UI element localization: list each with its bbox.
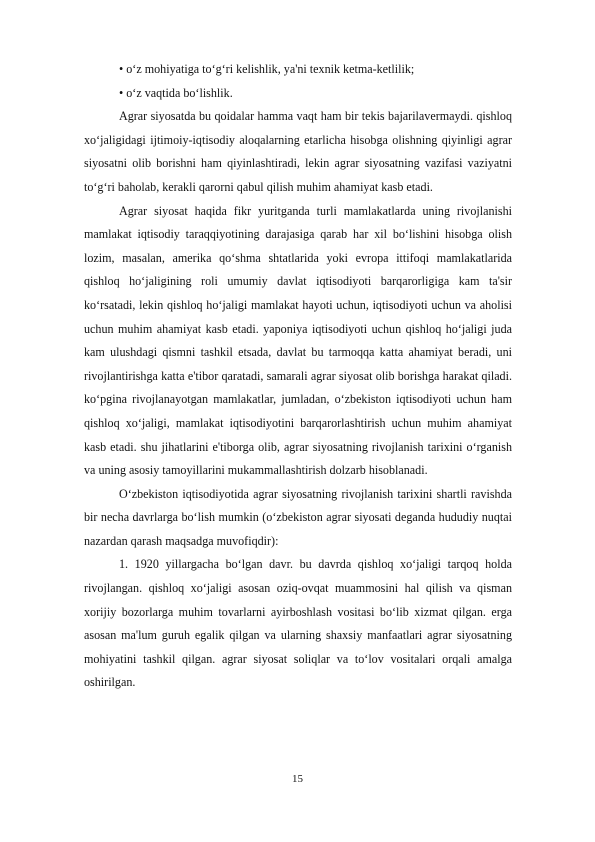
paragraph: O‘zbekiston iqtisodiyotida agrar siyosatning rivojlanish tarixini shartli ravishda bir necha davrlarga bo‘lish mumkin (o‘zbekiston agrar siyosati deganda hududiy nuqtai nazardan qarash maqsadga muvofiqdir): — [84, 486, 512, 548]
paragraph: Agrar siyosatda bu qoidalar hamma vaqt ham bir tekis bajarilavermaydi. qishloq xo‘jaligidagi ijtimoiy-iqtisodiy aloqalarning etarlicha hisobga olishning qiyinligi agrar siyosatni olib borishni ham qiyinlashtiradi, lekin agrar siyosatning vazifasi vaziyatni to‘g‘ri baholab, kerakli qarorni qabul qilish muhim ahamiyat kasb etadi. — [84, 109, 512, 194]
bullet-item: • o‘z vaqtida bo‘lishlik. — [119, 85, 233, 100]
page-number: 15 — [292, 773, 303, 785]
bullet-item: • o‘z mohiyatiga to‘g‘ri kelishlik, ya'ni texnik ketma-ketlilik; — [119, 62, 415, 76]
paragraph: 1. 1920 yillargacha bo‘lgan davr. bu davrda qishloq xo‘jaligi tarqoq holda rivojlangan. qishloq xo‘jaligi asosan oziq-ovqat muammosini hal qilish va qisman xorijiy bozorlarga muhim tovarlarni ayirboshlash vositasi bo‘lib xizmat qilgan. erga asosan ma'lum guruh egalik qilgan va ularning shaxsiy manfaatlari agrar siyosatning mohiyatini tashkil qilgan. agrar siyosat soliqlar va to‘lov vositalari orqali amalga oshirilgan. — [84, 557, 512, 690]
document-body — [84, 58, 512, 695]
paragraph: Agrar siyosat haqida fikr yuritganda turli mamlakatlarda uning rivojlanishi mamlakat iqtisodiy taraqqiyotining darajasiga qarab har xil bo‘lishini hisobga olish lozim, masalan, amerika qo‘shma shtatlarida yoki evropa ittifoqi mamlakatlarida qishloq ho‘jaligining roli umumiy davlat iqtisodiyoti barqarorligiga kam ta'sir ko‘rsatadi, lekin qishloq ho‘jaligi mamlakat hayoti uchun, iqtisodiyoti uchun va aholisi uchun muhim ahamiyat kasb etadi. yaponiya iqtisodiyoti uchun qishloq ho‘jaligi juda kam ulushdagi qismni tashkil etsada, davlat bu tarmoqqa katta ahamiyat beradi, uni rivojlantirishga katta e'tibor qaratadi, samarali agrar siyosat olib borishga harakat qiladi. ko‘pgina rivojlanayotgan mamlakatlar, jumladan, o‘zbekiston iqtisodiyoti uchun ham qishloq xo‘jaligi, mamlakat iqtisodiyotini barqarorlashtirish uchun muhim ahamiyat kasb etadi. shu jihatlarini e'tiborga olib, agrar siyosatning rivojlanish tarixini o‘rganish va uning asosiy tamoyillarini mukammallashtirish dolzarb hisoblanadi. — [84, 203, 512, 478]
